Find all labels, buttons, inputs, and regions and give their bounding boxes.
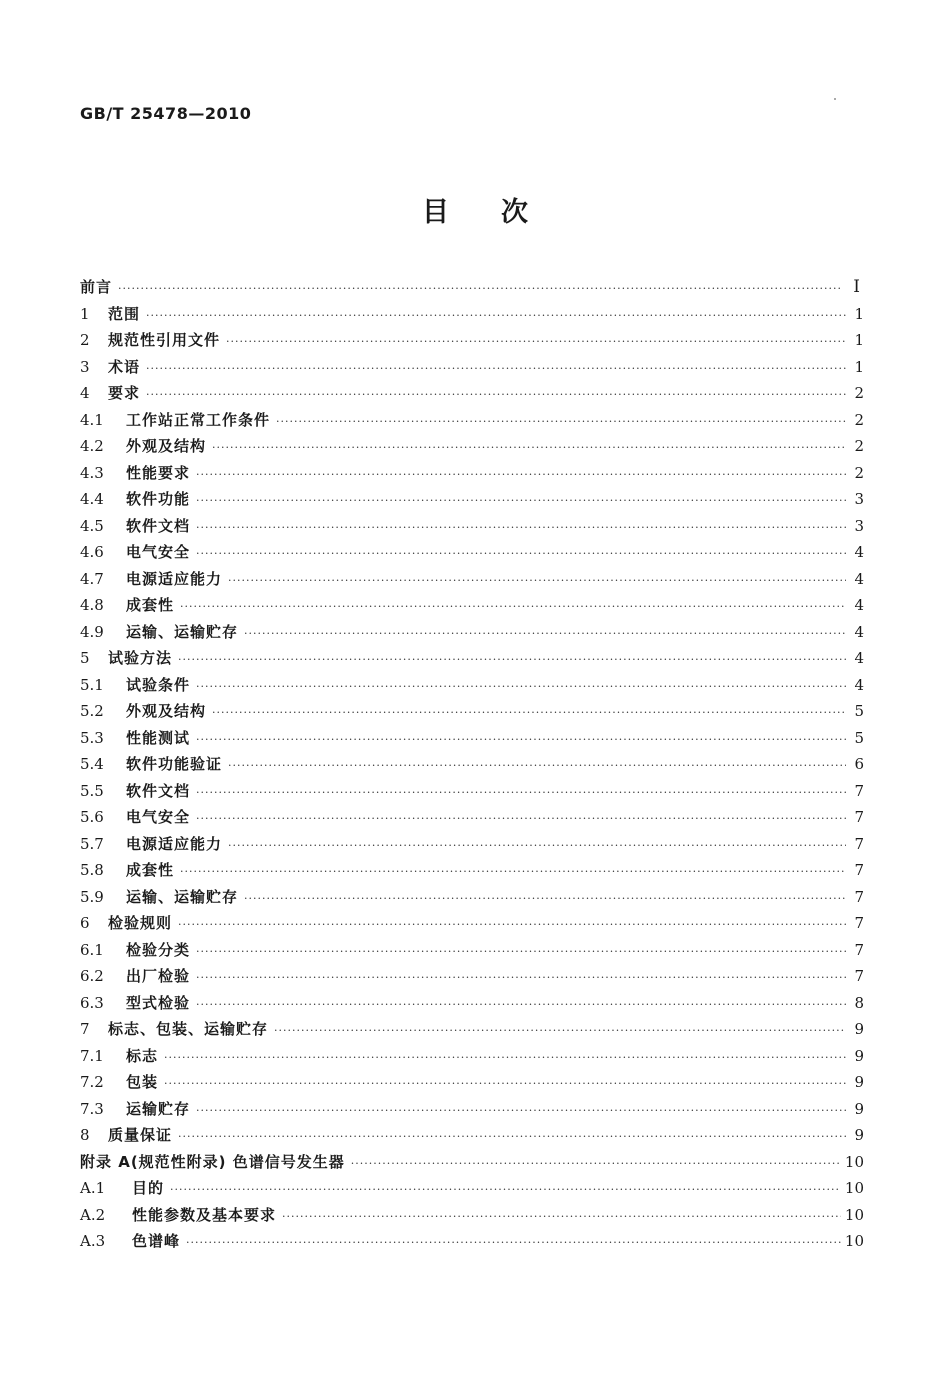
toc-entry-label: 试验方法 [108,649,173,667]
toc-entry-label: 性能要求 [126,463,191,482]
scan-speck [834,98,836,100]
toc-entry-label: 电源适应能力 [126,834,223,853]
toc-entry-page-number: 9 [854,1099,864,1118]
toc-entry-number: 5.4 [80,755,104,773]
toc-entry-page-number: 7 [854,808,864,826]
toc-entry-number: 5.1 [80,675,104,694]
toc-entry[interactable] [80,460,864,487]
toc-entry[interactable] [80,910,864,937]
toc-entry-number: 1 [80,304,90,323]
dot-leader [226,329,846,356]
toc-entry-page-number: 2 [854,437,864,455]
toc-entry-number: 5 [80,649,90,667]
toc-entry[interactable] [80,831,864,858]
toc-entry-label: 性能测试 [126,728,191,747]
toc-entry-label: 工作站正常工作条件 [126,410,271,429]
toc-entry-page-number: 4 [854,569,864,588]
toc-entry-page-number: 7 [854,861,864,879]
dot-leader [228,833,846,860]
toc-entry-number: 5.8 [80,861,104,879]
toc-entry-number: 7.2 [80,1073,104,1091]
toc-entry-label: 规范性引用文件 [108,331,221,349]
toc-entry-label: 外观及结构 [126,437,207,455]
toc-entry-label: 电气安全 [126,543,191,561]
toc-entry[interactable] [80,672,864,699]
toc-entry-number: A.3 [80,1232,106,1250]
toc-entry[interactable] [80,698,864,725]
toc-entry-page-number: 1 [854,331,864,349]
toc-entry-page-number: 10 [844,1152,864,1171]
toc-entry-label: 成套性 [126,596,175,614]
toc-entry[interactable] [80,857,864,884]
toc-entry-number: A.2 [80,1205,106,1224]
toc-entry-number: 4.6 [80,543,104,561]
toc-entry-page-number: 5 [854,702,864,720]
toc-entry[interactable] [80,1122,864,1149]
toc-entry-label: 色谱峰 [132,1232,181,1250]
dot-leader [196,727,846,754]
toc-entry[interactable] [80,1149,864,1176]
toc-entry[interactable] [80,1228,864,1255]
toc-entry-page-number: 7 [854,914,864,932]
toc-entry-page-number: 6 [854,755,864,773]
toc-entry-number: 5.3 [80,728,104,747]
toc-entry-label: 质量保证 [108,1126,173,1144]
dot-leader [196,674,846,701]
toc-entry[interactable] [80,1043,864,1070]
toc-entry-number: 6.1 [80,940,104,959]
toc-entry[interactable] [80,725,864,752]
toc-entry-number: 3 [80,357,90,376]
toc-entry-number: 5.2 [80,702,104,720]
dot-leader [164,1045,846,1072]
dot-leader [244,621,846,648]
standard-code: GB/T 25478—2010 [80,104,252,123]
toc-entry[interactable] [80,778,864,805]
dot-leader [186,1230,841,1257]
toc-entry-label: 成套性 [126,861,175,879]
dot-leader [276,409,846,436]
toc-entry-number: 4.4 [80,490,104,508]
toc-entry[interactable] [80,619,864,646]
table-of-contents [80,274,864,1255]
toc-entry[interactable] [80,1202,864,1229]
toc-entry[interactable] [80,566,864,593]
toc-entry-label: 软件文档 [126,781,191,800]
toc-entry[interactable] [80,301,864,328]
toc-entry-number: 4.7 [80,569,104,588]
toc-entry-number: 4.3 [80,463,104,482]
toc-entry-page-number: 2 [854,384,864,402]
toc-entry-number: 6.3 [80,993,104,1012]
toc-entry-number: 5.7 [80,834,104,853]
toc-entry-page-number: 9 [854,1020,864,1038]
toc-entry-label: 范围 [108,304,141,323]
dot-leader [212,700,846,727]
toc-entry-label: 性能参数及基本要求 [132,1205,277,1224]
toc-entry-label: 运输、运输贮存 [126,887,239,906]
toc-entry-label: 要求 [108,384,141,402]
toc-entry-number: 5.6 [80,808,104,826]
dot-leader [170,1177,841,1204]
toc-entry-page-number: 1 [854,304,864,323]
dot-leader [196,780,846,807]
toc-entry-page-number: 2 [854,410,864,429]
toc-entry-label: 标志、包装、运输贮存 [108,1020,269,1038]
toc-entry-label: 运输贮存 [126,1099,191,1118]
dot-leader [118,276,842,303]
dot-leader [178,1124,846,1151]
toc-entry-page-number: 1 [854,357,864,376]
toc-entry-label: 出厂检验 [126,967,191,985]
toc-entry[interactable] [80,433,864,460]
toc-entry-number: 5.9 [80,887,104,906]
dot-leader [212,435,846,462]
dot-leader [196,1098,846,1125]
toc-entry-label: 软件功能验证 [126,755,223,773]
dot-leader [244,886,846,913]
toc-entry-label: 软件功能 [126,490,191,508]
toc-entry-page-number: 10 [844,1179,864,1197]
toc-entry-label: 电源适应能力 [126,569,223,588]
toc-entry-page-number: 9 [854,1046,864,1065]
toc-entry[interactable] [80,1096,864,1123]
dot-leader [146,356,846,383]
toc-entry[interactable] [80,937,864,964]
toc-entry[interactable] [80,539,864,566]
toc-entry-number: 6 [80,914,90,932]
toc-entry-number: 4.8 [80,596,104,614]
dot-leader [178,912,846,939]
toc-entry-label: 术语 [108,357,141,376]
toc-entry[interactable] [80,1175,864,1202]
toc-entry[interactable] [80,380,864,407]
toc-entry[interactable] [80,884,864,911]
toc-entry-label: 检验规则 [108,914,173,932]
dot-leader [196,515,846,542]
toc-entry-page-number: 10 [844,1232,864,1250]
toc-entry-label: 包装 [126,1073,159,1091]
toc-entry-page-number: 4 [854,649,864,667]
dot-leader [196,992,846,1019]
toc-entry[interactable] [80,513,864,540]
toc-entry-number: 5.5 [80,781,104,800]
toc-entry-number: 7.3 [80,1099,104,1118]
toc-entry-page-number: 4 [854,543,864,561]
dot-leader [228,753,846,780]
toc-entry-page-number: 10 [844,1205,864,1224]
toc-entry-label: 型式检验 [126,993,191,1012]
dot-leader [351,1151,841,1178]
toc-entry-number: 4.5 [80,516,104,535]
toc-entry-label: 运输、运输贮存 [126,622,239,641]
toc-entry[interactable] [80,645,864,672]
toc-entry-number: A.1 [80,1179,106,1197]
dot-leader [196,462,846,489]
toc-entry-number: 6.2 [80,967,104,985]
toc-entry[interactable] [80,327,864,354]
toc-entry-page-number: 7 [854,834,864,853]
toc-entry-page-number: 3 [854,490,864,508]
dot-leader [196,965,846,992]
toc-entry-page-number: 7 [854,940,864,959]
toc-entry-page-number: 4 [854,675,864,694]
toc-entry[interactable] [80,1016,864,1043]
toc-entry-label: 软件文档 [126,516,191,535]
dot-leader [178,647,846,674]
dot-leader [146,382,846,409]
toc-entry[interactable] [80,592,864,619]
toc-entry-number: 7.1 [80,1046,104,1065]
dot-leader [274,1018,846,1045]
dot-leader [164,1071,846,1098]
dot-leader [196,488,846,515]
toc-entry-page-number: 3 [854,516,864,535]
toc-entry-label: 试验条件 [126,675,191,694]
toc-entry-number: 4.1 [80,410,104,429]
toc-entry-page-number: 4 [854,596,864,614]
toc-entry-page-number: 8 [854,993,864,1012]
toc-entry-page-number: 2 [854,463,864,482]
dot-leader [228,568,846,595]
dot-leader [180,594,846,621]
toc-entry-page-number: 9 [854,1126,864,1144]
toc-entry-page-number: 4 [854,622,864,641]
toc-entry-page-number: 7 [854,967,864,985]
dot-leader [180,859,846,886]
toc-entry[interactable] [80,1069,864,1096]
toc-entry[interactable] [80,804,864,831]
toc-entry-number: 7 [80,1020,90,1038]
dot-leader [196,541,846,568]
toc-entry-label: 前言 [80,278,113,296]
page-title: 目次 [422,197,580,228]
toc-entry-number: 8 [80,1126,90,1144]
toc-entry[interactable] [80,407,864,434]
toc-entry-label: 电气安全 [126,808,191,826]
toc-entry-page-number: 9 [854,1073,864,1091]
toc-entry-page-number: 7 [854,781,864,800]
toc-entry-label: 检验分类 [126,940,191,959]
toc-entry-number: 4 [80,384,90,402]
dot-leader [196,806,846,833]
toc-entry-label: 附录 A(规范性附录) 色谱信号发生器 [80,1152,345,1171]
toc-entry-label: 外观及结构 [126,702,207,720]
toc-entry-page-number: I [853,277,860,297]
dot-leader [282,1204,841,1231]
toc-entry-number: 4.2 [80,437,104,455]
toc-entry[interactable] [80,751,864,778]
toc-entry[interactable] [80,990,864,1017]
toc-entry[interactable] [80,354,864,381]
toc-entry[interactable] [80,486,864,513]
toc-entry-page-number: 7 [854,887,864,906]
toc-entry-page-number: 5 [854,728,864,747]
toc-entry-label: 标志 [126,1046,159,1065]
toc-entry-number: 4.9 [80,622,104,641]
dot-leader [146,303,846,330]
toc-entry-number: 2 [80,331,90,349]
toc-entry[interactable] [80,274,864,301]
toc-entry[interactable] [80,963,864,990]
dot-leader [196,939,846,966]
toc-entry-label: 目的 [132,1179,165,1197]
